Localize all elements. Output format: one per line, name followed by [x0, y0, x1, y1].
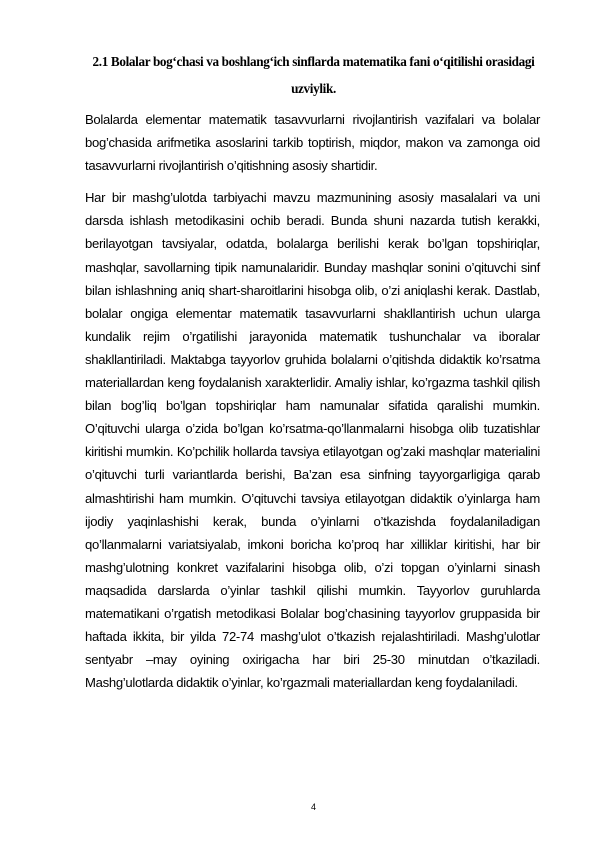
paragraph-main: Har bir mashg’ulotda tarbiyachi mavzu mazmunining asosiy masalalari va uni darsda ishlash metodikasini ochib beradi. Bunda shuni nazarda tutish kerakki, berilayotgan tavsiyalar, odatda, bolalarga berilishi kerak bo’lgan topshiriqlar, mashqlar, savollarning tipik namunalaridir. Bunday mashqlar sonini o’qituvchi sinf bilan ishlashning aniq shart-sharoitlarini hisobga olib, o’zi aniqlashi kerak. Dastlab, bolalar ongiga elementar matematik tasavvurlarni shakllantirish uchun ularga kundalik rejim o’rgatilishi jarayonida matematik tushunchalar va iboralar shakllantiriladi. Maktabga tayyorlov gruhida bolalarni o’qitishda didaktik ko’rsatma materiallardan keng foydalanish xarakterlidir. Amaliy ishlar, ko’rgazma tashkil qilish bilan bog’liq bo’lgan topshiriqlar ham namunalar sifatida qaralishi mumkin. O’qituvchi ularga o’zida bo’lgan ko’rsatma-qo’llanmalarni hisobga olib tuzatishlar kiritishi mumkin. Ko’pchilik hollarda tavsiya etilayotgan og’zaki mashqlar materialini o’qituvchi turli variantlarda berishi, Ba’zan esa sinfning tayyorgarligiga qarab almashtirishi ham mumkin. O’qituvchi tavsiya etilayotgan didaktik o’yinlarga ham ijodiy yaqinlashishi kerak, bunda o’yinlarni o’tkazishda foydalaniladigan qo’llanmalarni variatsiyalab, imkoni boricha ko’proq har xilliklar kiritishi, har bir mashg’ulotning konkret vazifalarini hisobga olib, o’zi topgan o’yinlarni sinash maqsadida darslarda o’yinlar tashkil qilishi mumkin. Tayyorlov guruhlarda matematikani o’rgatish metodikasi Bolalar bog’chasining tayyorlov gruppasida bir haftada ikkita, bir yilda 72-74 mashg’ulot o’tkazish rejalashtiriladi. Mashg’ulotlar sentyabr –may oyining oxirigacha har biri 25-30 minutdan o’tkaziladi. Mashg’ulotlarda didaktik o’yinlar, ko’rgazmali materiallardan keng foydalaniladi. [85, 190, 540, 691]
paragraph-intro: Bolalarda elementar matematik tasavvurlarni rivojlantirish vazifalari va bolalar bog’chasida arifmetika asoslarini tarkib toptirish, miqdor, makon va zamonga oid tasavvurlarni rivojlantirish o’qitishning asosiy shartidir. [85, 112, 540, 174]
document-page [85, 48, 540, 694]
section-heading: 2.1 Bolalar bog‘chasi va boshlang‘ich sinflarda matematika fani o‘qitilishi orasidagi uzviylik. [92, 54, 535, 96]
page-number: 4 [310, 802, 316, 812]
